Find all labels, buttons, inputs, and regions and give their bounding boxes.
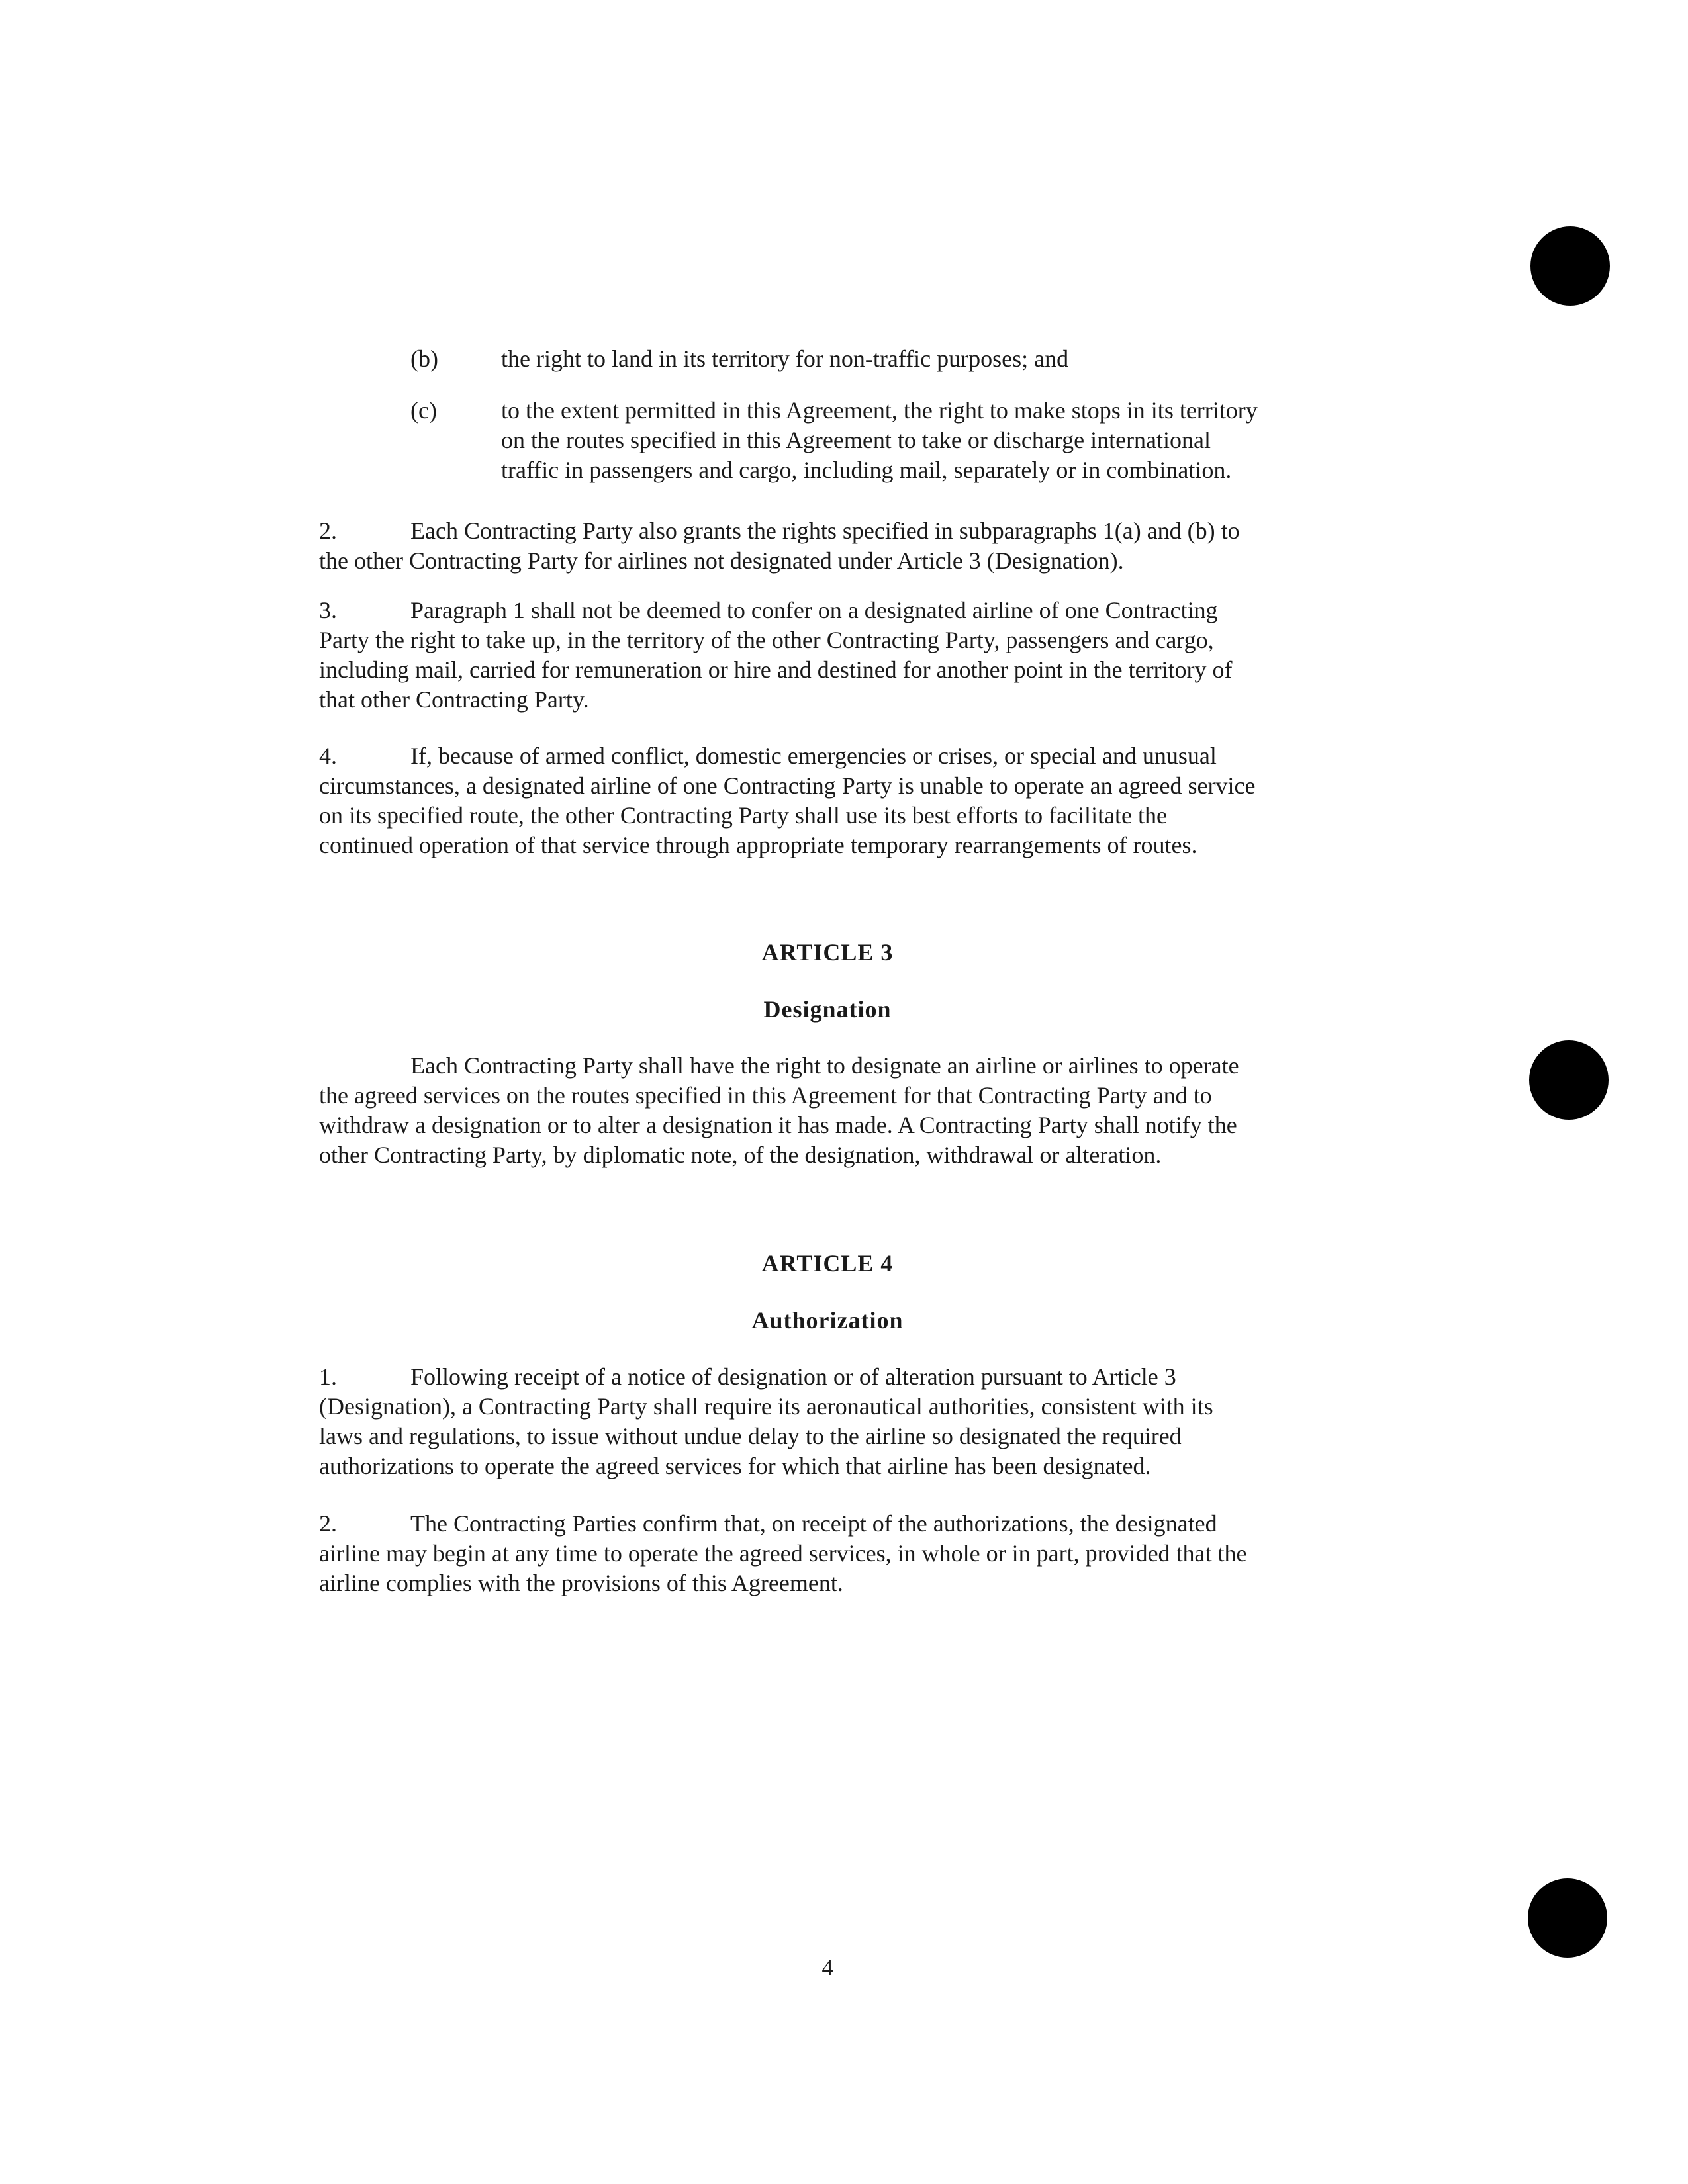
subparagraph-label: (b)	[410, 345, 438, 372]
paragraph-number: 4.	[319, 743, 337, 769]
article-3-paragraph: Each Contracting Party shall have the right to designate an airline or airlines to operate the agreed services on the routes specified in this Agreement for that Contracting Party and to withdraw a designation or to alter a designation it has made. A Contracting Party shall notify the other Contracting Party, by diplomatic note, of the designation, withdrawal or alteration.	[319, 1052, 1239, 1168]
article-3-title: Designation	[763, 996, 892, 1023]
article-3-heading: ARTICLE 3	[761, 939, 894, 966]
article-4-paragraph-2: 2. The Contracting Parties confirm that, on receipt of the authorizations, the designated airline may begin at any time to operate the agreed services, in whole or in part, provided that the airline complies with the provisions of this Agreement.	[319, 1510, 1247, 1596]
article-4-title: Authorization	[751, 1307, 904, 1334]
paragraph-number: 2.	[319, 1510, 337, 1537]
article-4-paragraph-1: 1. Following receipt of a notice of designation or of alteration pursuant to Article 3 (Designation), a Contracting Party shall require its aeronautical authorities, consistent with its laws and regulations, to issue without undue delay to the airline so designated the required authorizations to operate the agreed services for which that airline has been designated.	[319, 1363, 1213, 1479]
punch-hole-bottom	[1528, 1878, 1607, 1958]
page-number: 4	[821, 1956, 833, 1980]
subparagraph-text: to the extent permitted in this Agreement, the right to make stops in its territory on the routes specified in this Agreement to take or discharge international traffic in passengers and cargo, including mail, separately or in combination.	[501, 397, 1258, 483]
paragraph-4: 4. If, because of armed conflict, domestic emergencies or crises, or special and unusual circumstances, a designated airline of one Contracting Party is unable to operate an agreed service on its specified route, the other Contracting Party shall use its best efforts to facilitate the continued operation of that service through appropriate temporary rearrangements of routes.	[319, 743, 1256, 858]
punch-hole-middle	[1529, 1040, 1609, 1120]
paragraph-number: 2.	[319, 518, 337, 544]
article-4-heading: ARTICLE 4	[761, 1250, 894, 1277]
subparagraph-text: the right to land in its territory for non-traffic purposes; and	[501, 345, 1069, 372]
paragraph-3: 3. Paragraph 1 shall not be deemed to confer on a designated airline of one Contracting Party the right to take up, in the territory of the other Contracting Party, passengers and cargo, including mail, carried for remuneration or hire and destined for another point in the territory of that other Contracting Party.	[319, 597, 1233, 713]
paragraph-2: 2. Each Contracting Party also grants the rights specified in subparagraphs 1(a) and (b) to the other Contracting Party for airlines not designated under Article 3 (Designation).	[319, 518, 1240, 574]
punch-hole-top	[1530, 226, 1610, 306]
paragraph-number: 1.	[319, 1363, 337, 1390]
paragraph-number: 3.	[319, 597, 337, 623]
subparagraph-label: (c)	[410, 397, 437, 424]
